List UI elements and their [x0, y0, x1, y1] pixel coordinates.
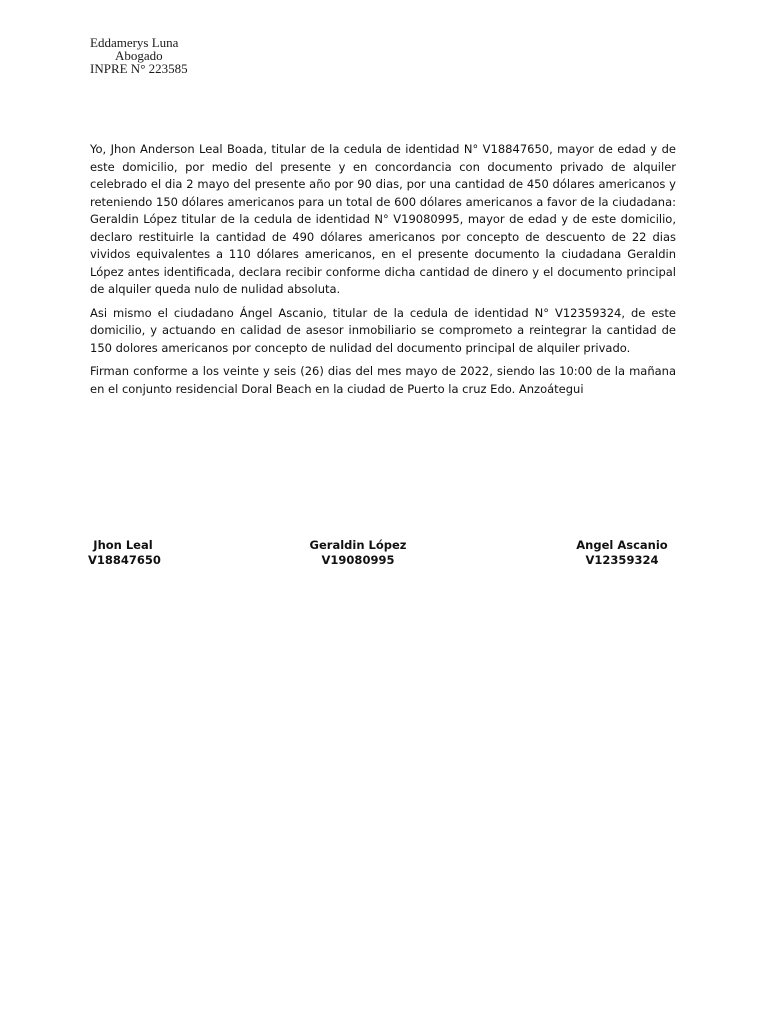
- signatory-name: Geraldin López: [309, 538, 407, 552]
- signatory-name: Jhon Leal: [93, 538, 153, 552]
- paragraph-signing-date: Firman conforme a los veinte y seis (26) dias del mes mayo de 2022, siendo las 10:00 de la mañana en el conjunto residencial Doral Beach en la ciudad de Puerto la cruz Edo. Anzoátegui: [90, 364, 676, 396]
- letterhead: [90, 36, 188, 75]
- signature-jhon-leal: [88, 538, 161, 568]
- signatory-name: Angel Ascanio: [576, 538, 668, 552]
- paragraph-declaration: Yo, Jhon Anderson Leal Boada, titular de la cedula de identidad N° V18847650, mayor de edad y de este domicilio, por medio del presente y en concordancia con documento privado de alquiler celebrado el dia 2 mayo del presente año por 90 dias, por una cantidad de 450 dólares americanos y reteniendo 150 dólares americanos para un total de 600 dólares americanos a favor de la ciudadana: Geraldin López titular de la cedula de identidad N° V19080995, mayor de edad y de este domicilio, declaro restituirle la cantidad de 490 dólares americanos por concepto de descuento de 22 dias vividos equivalentes a 110 dólares americanos, en el presente documento la ciudadana Geraldin López antes identificada, declara recibir conforme dicha cantidad de dinero y el documento principal de alquiler queda nulo de nulidad absoluta.: [90, 142, 676, 296]
- signatory-id: V12359324: [585, 553, 659, 567]
- lawyer-registration: INPRE N° 223585: [90, 61, 188, 76]
- paragraph-advisor-commitment: Asi mismo el ciudadano Ángel Ascanio, titular de la cedula de identidad N° V12359324, de este domicilio, y actuando en calidad de asesor inmobiliario se comprometo a reintegrar la cantidad de 150 dolores americanos por concepto de nulidad del documento principal de alquiler privado.: [90, 305, 676, 355]
- signatory-id: V18847650: [88, 553, 161, 567]
- signature-angel-ascanio: [572, 538, 672, 568]
- document-body: [90, 141, 676, 404]
- signature-geraldin-lopez: [306, 538, 410, 568]
- lawyer-title: Abogado: [115, 48, 163, 63]
- lawyer-name: Eddamerys Luna: [90, 35, 179, 50]
- signatory-id: V19080995: [321, 553, 395, 567]
